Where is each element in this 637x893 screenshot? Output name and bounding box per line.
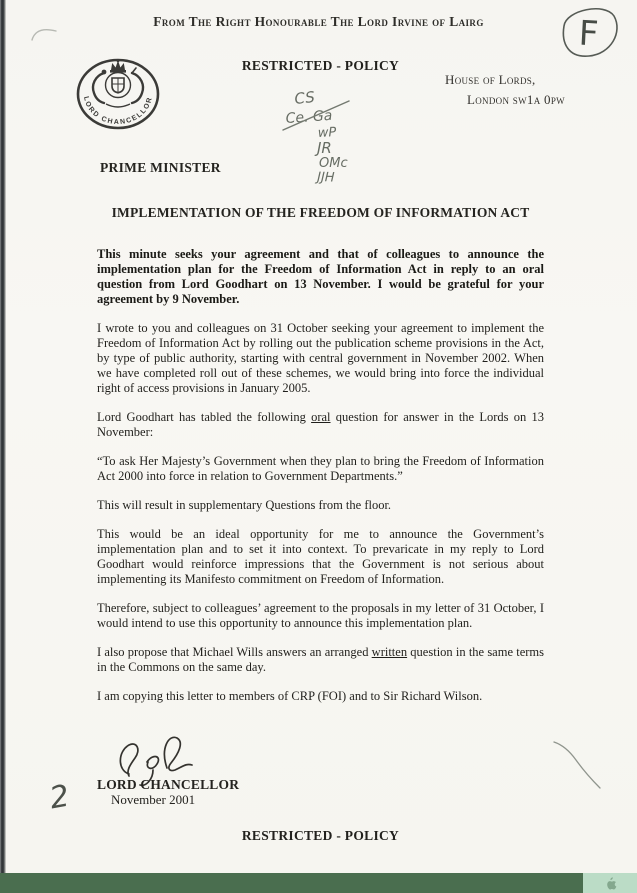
circled-letter-annotation: [553, 2, 625, 60]
initials-cs: CS: [293, 87, 316, 108]
paragraph-oral-question: [97, 410, 544, 440]
apple-menu-badge[interactable]: [583, 873, 637, 893]
initials-cega: Ce. Ga: [285, 107, 333, 127]
paragraph-background: I wrote to you and colleagues on 31 October seeking your agreement to implement the Freedom of Information Act by rolling out the publication scheme provisions in the Act, by type of public authority, starting with central government in November 2002. When we have completed roll out of these schemes, we would bring into force the individual right of access provisions in January 2005.: [97, 321, 544, 395]
underlined-word-oral: oral: [311, 410, 331, 424]
underlined-word-written: written: [371, 645, 408, 659]
crest-label: LORD CHANCELLOR: [82, 95, 155, 127]
footer-taskbar: [0, 873, 637, 893]
initials-jjh: JJH: [316, 170, 335, 186]
paragraph-therefore: Therefore, subject to colleagues’ agreement to the proposals in my letter of 31 October, I would intend to use this opportunity to announce this implementation plan.: [97, 601, 544, 630]
paragraph-oral-question-pre: Lord Goodhart has tabled the following: [97, 410, 312, 424]
letter-body: [97, 247, 544, 718]
handwritten-date-numeral: 2: [47, 778, 72, 817]
paragraph-supplementary: This will result in supplementary Questions from the floor.: [97, 498, 392, 512]
handwritten-initials-annotation: [275, 85, 375, 190]
paragraph-written-question-post: question in the same terms in the Commons on the same day.: [97, 645, 544, 674]
paragraph-written-question: [97, 645, 544, 675]
paragraph-written-question-pre: I also propose that Michael Wills answers an arranged: [97, 645, 372, 659]
paragraph-quoted-question: “To ask Her Majesty’s Government when they plan to bring the Freedom of Information Act 2000 into force in relation to Government Departments.”: [97, 454, 544, 483]
paragraph-opportunity: This would be an ideal opportunity for me to announce the Government’s implementation plan and to set it into context. To prevaricate in my reply to Lord Goodhart would reinforce impressions that the Government is not serious about implementing its Manifesto commitment on Freedom of Information.: [97, 527, 544, 586]
classification-banner-top: RESTRICTED - POLICY: [241, 58, 400, 73]
paragraph-copies: I am copying this letter to members of CRP (FOI) and to Sir Richard Wilson.: [97, 689, 483, 703]
paragraph-summary: This minute seeks your agreement and that of colleagues to announce the implementation plan for the Freedom of Information Act in reply to an oral question from Lord Goodhart on 13 November. I would be grateful for your agreement by 9 November.: [97, 247, 544, 306]
classification-banner-bottom: RESTRICTED - POLICY: [241, 828, 400, 843]
apple-logo-icon: [604, 876, 617, 891]
initials-jr: JR: [317, 139, 332, 157]
initials-wp: wP: [317, 125, 337, 141]
stray-pen-stroke-icon: [548, 738, 606, 794]
letter-title: IMPLEMENTATION OF THE FREEDOM OF INFORMATION ACT: [111, 205, 530, 220]
signoff-name: LORD CHANCELLOR: [97, 777, 240, 792]
letterhead-from-line: From The Right Honourable The Lord Irvine of Lairg: [153, 14, 484, 29]
scan-edge-artifact: [0, 0, 6, 873]
signoff-date: November 2001: [111, 792, 196, 807]
address-line-1: House of Lords,: [445, 72, 536, 87]
address-line-2: London sw1a 0pw: [467, 92, 565, 107]
paragraph-oral-question-post: question for answer in the Lords on 13 November:: [97, 410, 545, 439]
recipient-line: PRIME MINISTER: [100, 160, 221, 175]
initials-omc: OMc: [319, 156, 348, 171]
circled-letter-f: F: [577, 13, 600, 55]
